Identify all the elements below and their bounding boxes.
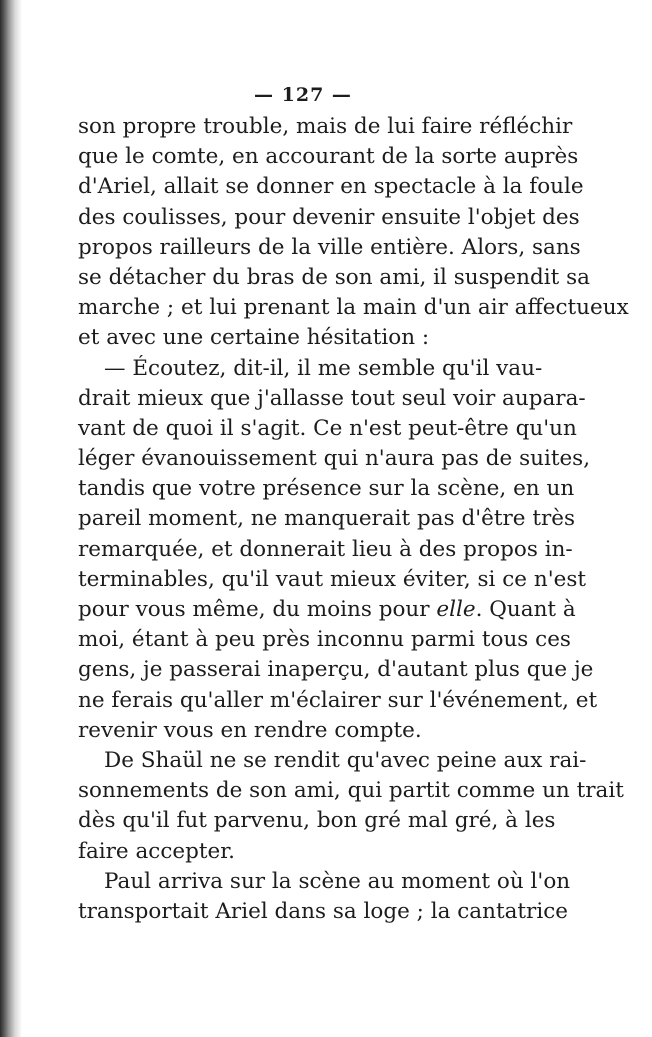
text-line: De Shaül ne se rendit qu'avec peine aux rai- (104, 747, 587, 773)
text-line: propos railleurs de la ville entière. Alors, sans (78, 234, 581, 260)
text-segment: . Quant à (475, 597, 576, 622)
text-line-with-italic (78, 595, 576, 625)
book-page (78, 84, 629, 927)
text-line: tandis que votre présence sur la scène, en un (78, 476, 575, 502)
text-line: — Écoutez, dit-il, il me semble qu'il vau- (104, 355, 543, 381)
text-line: dès qu'il fut parvenu, bon gré mal gré, à les (78, 808, 556, 834)
text-line: remarquée, et donnerait lieu à des propos in- (78, 536, 573, 562)
text-line: que le comte, en accourant de la sorte auprès (78, 144, 579, 170)
book-binding-edge (0, 0, 22, 1037)
text-line: d'Ariel, allait se donner en spectacle à la foule (78, 174, 584, 200)
page-number: — 127 — (254, 84, 352, 106)
text-line: drait mieux que j'allasse tout seul voir aupara- (78, 385, 586, 411)
text-line: transportait Ariel dans sa loge ; la cantatrice (78, 898, 568, 924)
text-line: et avec une certaine hésitation : (78, 325, 430, 351)
italic-word: elle (436, 597, 476, 622)
text-line: marche ; et lui prenant la main d'un air affectueux (78, 295, 629, 321)
text-line: sonnements de son ami, qui partit comme un trait (78, 778, 624, 804)
text-line: des coulisses, pour devenir ensuite l'objet des (78, 204, 580, 230)
text-line: se détacher du bras de son ami, il suspendit sa (78, 264, 590, 290)
text-line: pareil moment, ne manquerait pas d'être très (78, 506, 575, 532)
text-line: moi, étant à peu près inconnu parmi tous ces (78, 627, 571, 653)
text-line: revenir vous en rendre compte. (78, 717, 422, 743)
text-line: vant de quoi il s'agit. Ce n'est peut-être qu'un (78, 415, 577, 441)
text-line: faire accepter. (78, 838, 235, 864)
text-line: ne ferais qu'aller m'éclairer sur l'événement, et (78, 687, 598, 713)
text-line: terminables, qu'il vaut mieux éviter, si ce n'est (78, 566, 587, 592)
text-line: Paul arriva sur la scène au moment où l'on (104, 868, 571, 894)
text-line: gens, je passerai inaperçu, d'autant plus que je (78, 657, 594, 683)
text-line: son propre trouble, mais de lui faire réfléchir (78, 114, 573, 139)
text-segment: pour vous même, du moins pour (78, 597, 430, 622)
text-line: léger évanouissement qui n'aura pas de suites, (78, 446, 591, 472)
